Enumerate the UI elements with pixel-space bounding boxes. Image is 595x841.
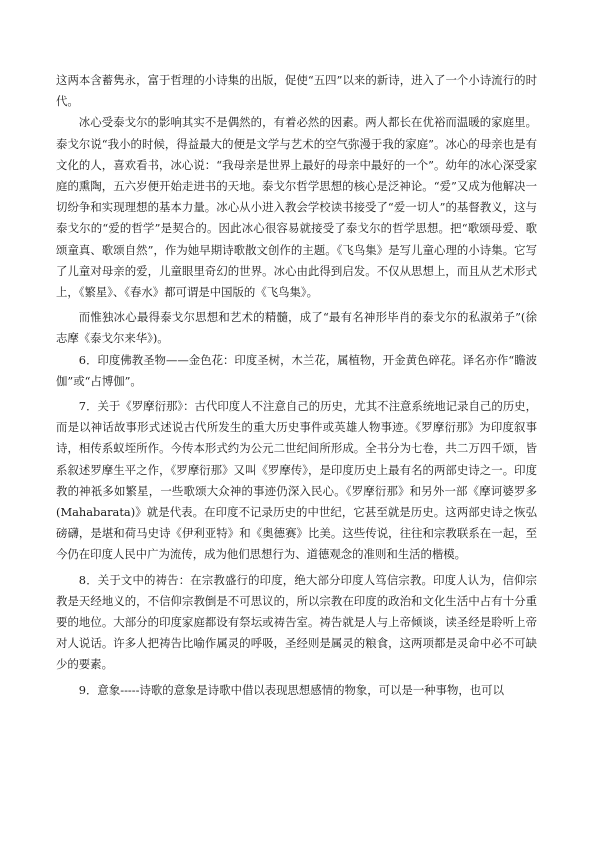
paragraph-disciple: 而惟独冰心最得泰戈尔思想和艺术的精髓，成了“最有名神形毕肖的泰戈尔的私淑弟子”(徐志摩《泰戈尔来华》)。 <box>56 310 537 346</box>
paragraph-continuation: 这两本含蓄隽永，富于哲理的小诗集的出版，促使“五四”以来的新诗，进入了一个小诗流行的时代。 <box>56 73 537 109</box>
note-7-ramayana: 7．关于《罗摩衍那》：古代印度人不注意自己的历史，尤其不注意系统地记录自己的历史，而是以神话故事形式述说古代所发生的重大历史事件或英雄人物事迹。《罗摩衍那》为印度叙事诗，相传系蚁垤所作。今传本形式约为公元二世纪间所形成。全书分为七卷，共二万四千颂，皆系叙述罗摩生平之作，《罗摩衍那》又叫《罗摩传》，是印度历史上最有名的两部史诗之一。印度教的神祇多如繁星，一些歌颂大众神的事迹仍深入民心。《罗摩衍那》和另外一部《摩诃婆罗多(Mahabarata)》就是代表。在印度不记录历史的中世纪，它甚至就是历史。这两部史诗之恢弘磅礴，是堪和荷马史诗《伊利亚特》和《奥德赛》比美。这些传说，往往和宗教联系在一起，至今仍在印度人民中广为流传，成为他们思想行为、道德观念的准则和生活的楷模。 <box>56 399 537 562</box>
note-9-imagery: 9．意象-----诗歌的意象是诗歌中借以表现思想感情的物象，可以是一种事物，也可以 <box>78 682 504 697</box>
note-8-prayer: 8．关于文中的祷告：在宗教盛行的印度，绝大部分印度人笃信宗教。印度人认为，信仰宗教是天经地义的，不信仰宗教倒是不可思议的，所以宗教在印度的政治和文化生活中占有十分重要的地位。大部分的印度家庭都设有祭坛或祷告室。祷告就是人与上帝倾谈，读圣经是聆听上帝对人说话。许多人把祷告比喻作属灵的呼吸，圣经则是属灵的粮食，这两项都是灵命中必不可缺少的要素。 <box>56 572 537 672</box>
note-6-golden-flower: 6．印度佛教圣物——金色花：印度圣树，木兰花，属植物，开金黄色碎花。译名亦作“瞻波伽”或“占博伽”。 <box>56 352 537 388</box>
paragraph-bingxin-tagore-influence: 冰心受泰戈尔的影响其实不是偶然的，有着必然的因素。两人都长在优裕而温暖的家庭里。泰戈尔说“我小的时候，得益最大的便是文学与艺术的空气弥漫于我的家庭”。冰心的母亲也是有文化的人，喜欢看书，冰心说：“我母亲是世界上最好的母亲中最好的一个”。幼年的冰心深受家庭的熏陶，五六岁便开始走进书的天地。泰戈尔哲学思想的核心是泛神论。“爱”又成为他解决一切纷争和实现理想的基本力量。冰心从小进入教会学校读书接受了“爱一切人”的基督教义，这与泰戈尔的“爱的哲学”是契合的。因此冰心很容易就接受了泰戈尔的哲学思想。把“歌颂母爱、歌颂童真、歌颂自然”，作为她早期诗歌散文创作的主题。《飞鸟集》是写儿童心理的小诗集。它写了儿童对母亲的爱，儿童眼里奇幻的世界。冰心由此得到启发。不仅从思想上，而且从艺术形式上，《繁星》、《春水》都可谓是中国版的《飞鸟集》。 <box>56 115 537 300</box>
